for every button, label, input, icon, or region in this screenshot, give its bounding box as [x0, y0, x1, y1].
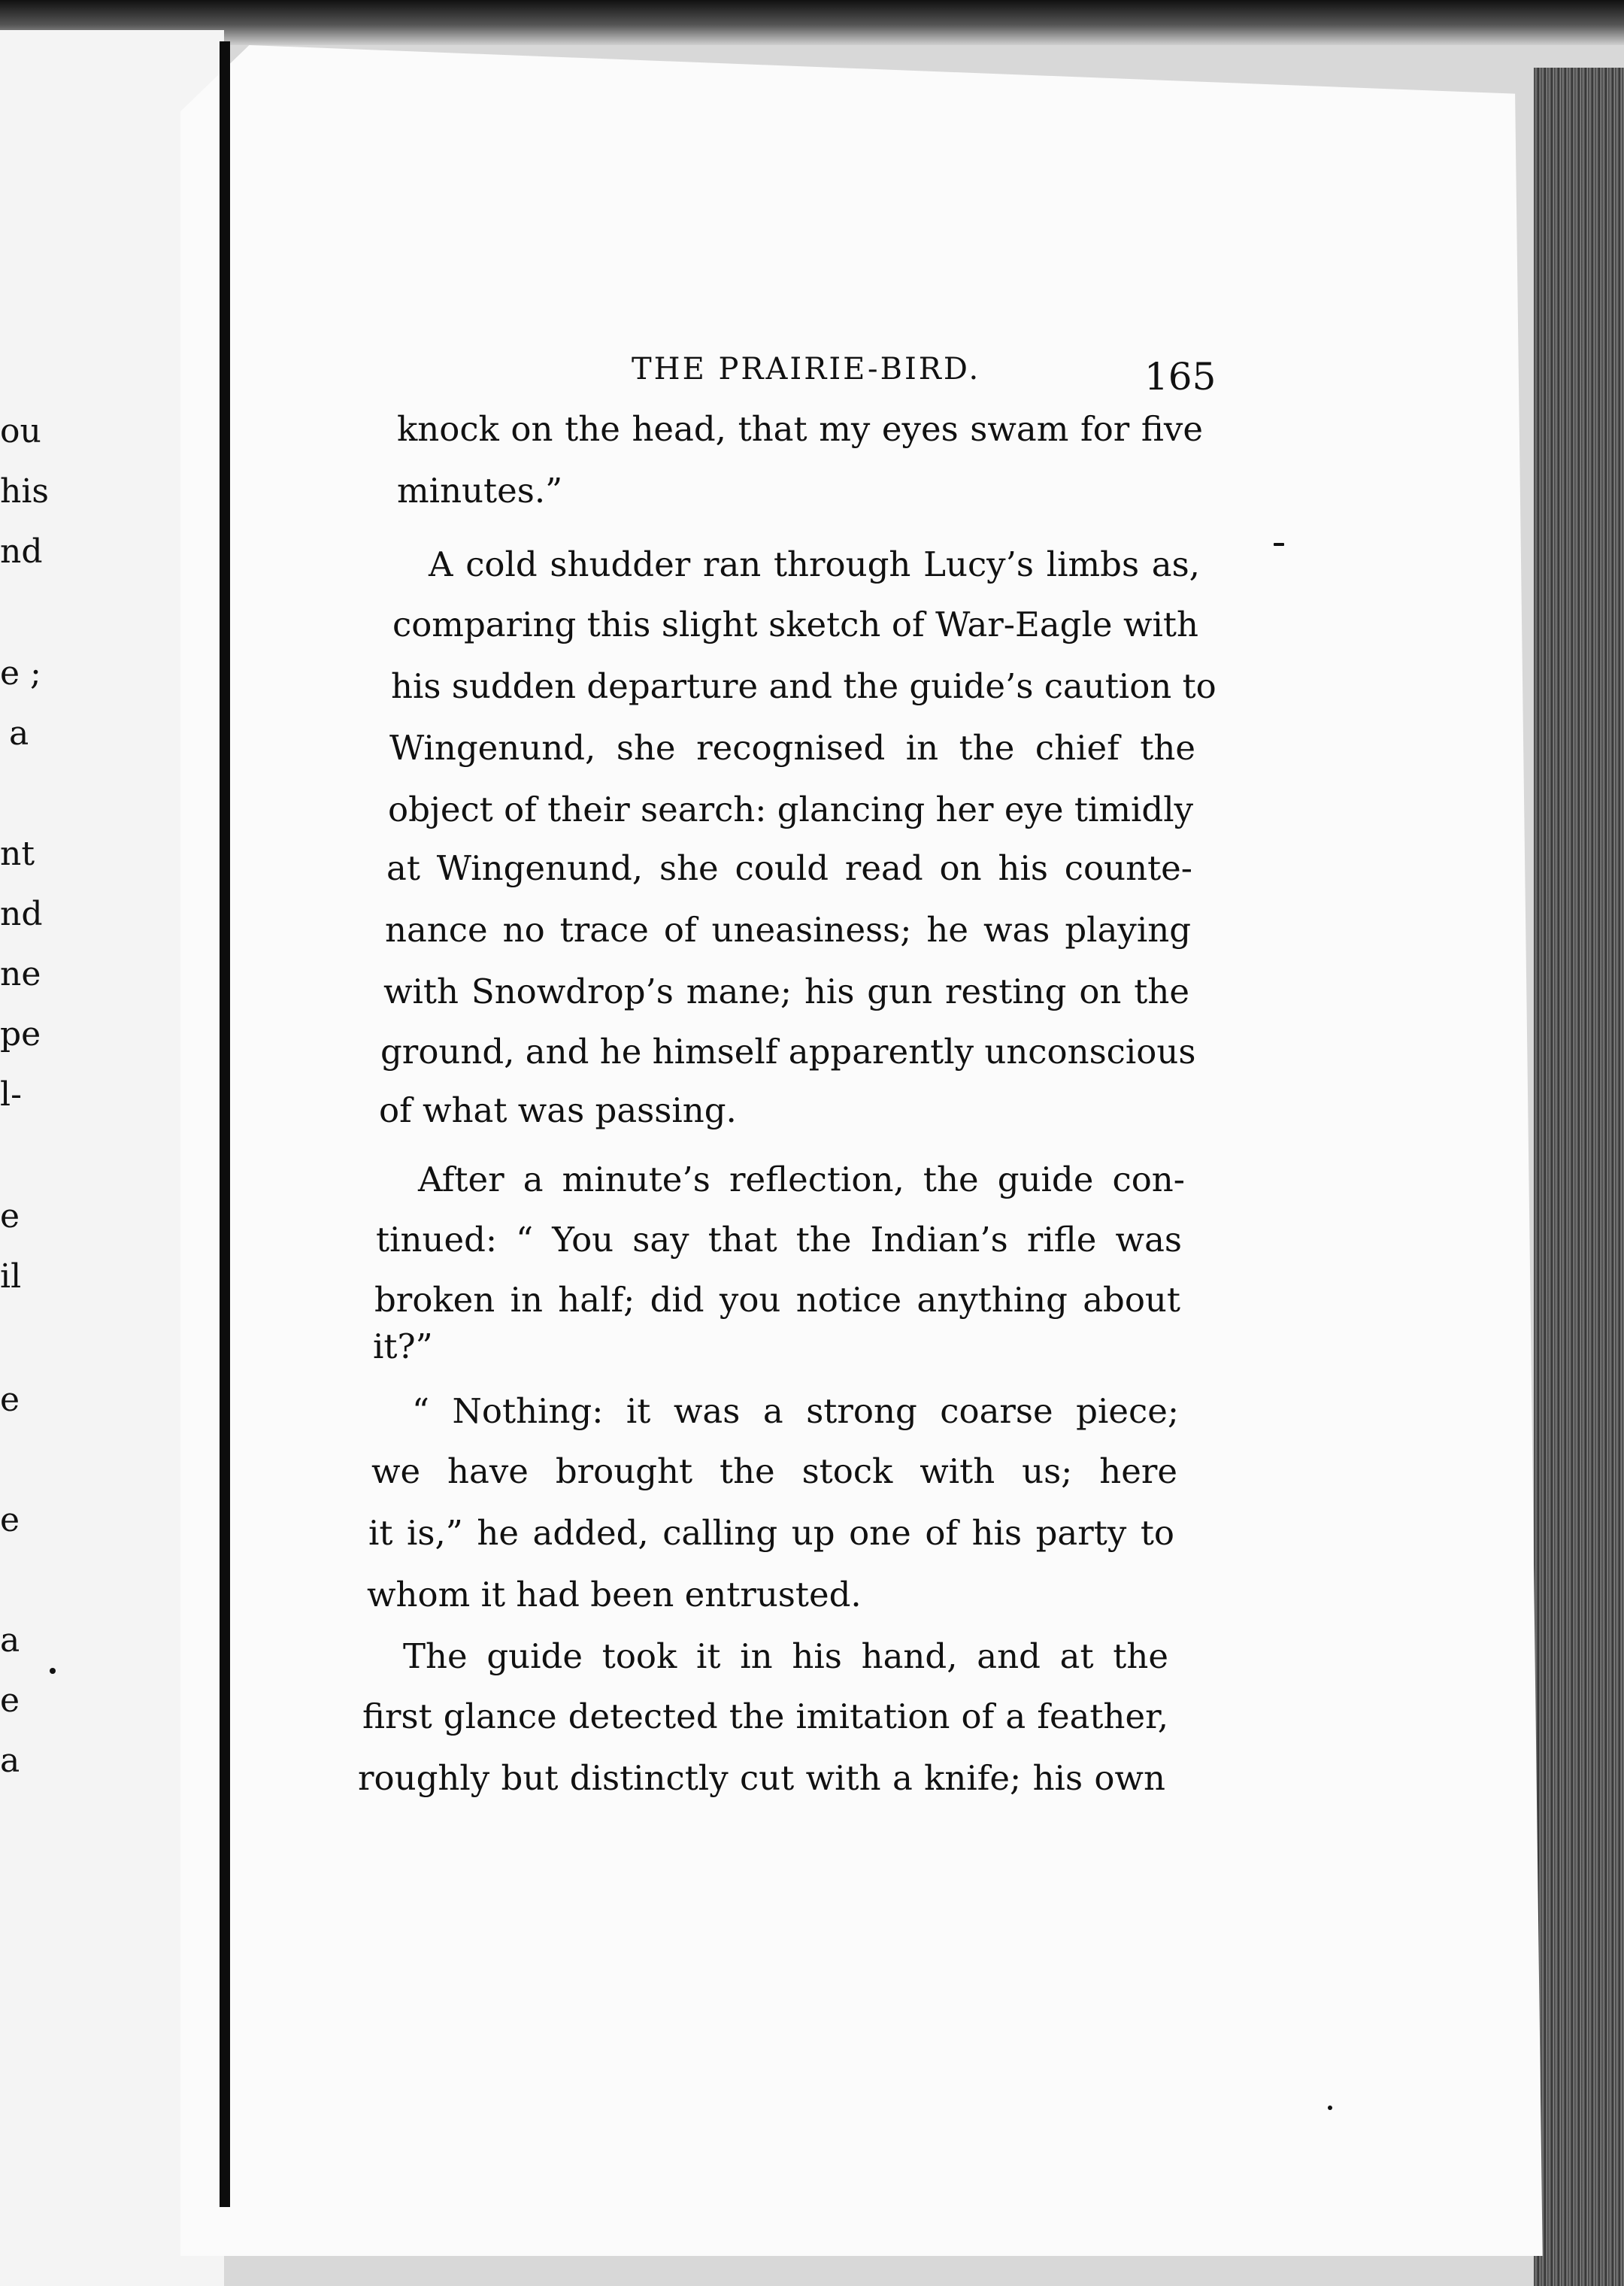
- text-line: Wingenund, she recognised in the chief the: [389, 728, 1195, 768]
- text-line: A cold shudder ran through Lucy’s limbs as,: [429, 544, 1200, 584]
- text-line: first glance detected the imitation of a feather,: [362, 1696, 1168, 1736]
- ink-speck: [1328, 2106, 1332, 2110]
- text-line: we have brought the stock with us; here: [371, 1451, 1177, 1491]
- text-line: his sudden departure and the guide’s caution to: [391, 666, 1216, 706]
- previous-page-fragment: nd: [0, 895, 43, 933]
- text-line: object of their search: glancing her eye timidly: [388, 790, 1194, 829]
- previous-page-fragment: his: [0, 472, 49, 511]
- text-line: broken in half; did you notice anything about: [374, 1280, 1180, 1320]
- previous-page-fragment: a: [9, 714, 29, 753]
- text-line: ground, and he himself apparently unconscious: [380, 1032, 1196, 1072]
- previous-page-fragment: pe: [0, 1015, 41, 1054]
- running-head: THE PRAIRIE-BIRD.: [632, 352, 981, 387]
- previous-page-fragment: ou: [0, 412, 41, 450]
- text-line: comparing this slight sketch of War-Eagle with: [392, 605, 1198, 644]
- previous-page-fragment: nd: [0, 532, 43, 571]
- text-line: nance no trace of uneasiness; he was playing: [385, 910, 1191, 950]
- text-line: minutes.”: [397, 471, 563, 511]
- text-line: After a minute’s reflection, the guide con-: [418, 1160, 1185, 1199]
- text-line: it?”: [373, 1326, 433, 1366]
- previous-page-fragment: e: [0, 1197, 20, 1235]
- text-line: tinued: “ You say that the Indian’s rifle was: [376, 1220, 1182, 1260]
- page-number: 165: [1144, 355, 1216, 399]
- previous-page-fragment: l-: [0, 1075, 22, 1114]
- text-line: knock on the head, that my eyes swam for five: [397, 409, 1203, 449]
- text-line: of what was passing.: [379, 1090, 737, 1130]
- previous-page-fragment: a: [0, 1621, 20, 1660]
- text-line: “ Nothing: it was a strong coarse piece;: [412, 1391, 1179, 1431]
- text-line: with Snowdrop’s mane; his gun resting on the: [383, 972, 1189, 1011]
- previous-page-fragment: il: [0, 1257, 22, 1296]
- text-line: at Wingenund, she could read on his counte-: [386, 848, 1192, 888]
- text-line: it is,” he added, calling up one of his party to: [368, 1513, 1174, 1553]
- previous-page-fragment: nt: [0, 835, 35, 873]
- previous-page-fragment: e ;: [0, 654, 41, 693]
- text-line: The guide took it in his hand, and at the: [403, 1636, 1168, 1676]
- text-line: whom it had been entrusted.: [367, 1575, 862, 1614]
- previous-page-fragment: ne: [0, 955, 41, 993]
- ink-speck: [1274, 543, 1284, 546]
- previous-page-fragment: e: [0, 1681, 20, 1720]
- previous-page-fragment: a: [0, 1742, 20, 1780]
- previous-page-fragment: e: [0, 1381, 20, 1419]
- text-line: roughly but distinctly cut with a knife; his own: [358, 1758, 1165, 1798]
- ink-speck: [50, 1668, 56, 1674]
- previous-page-fragment: e: [0, 1501, 20, 1539]
